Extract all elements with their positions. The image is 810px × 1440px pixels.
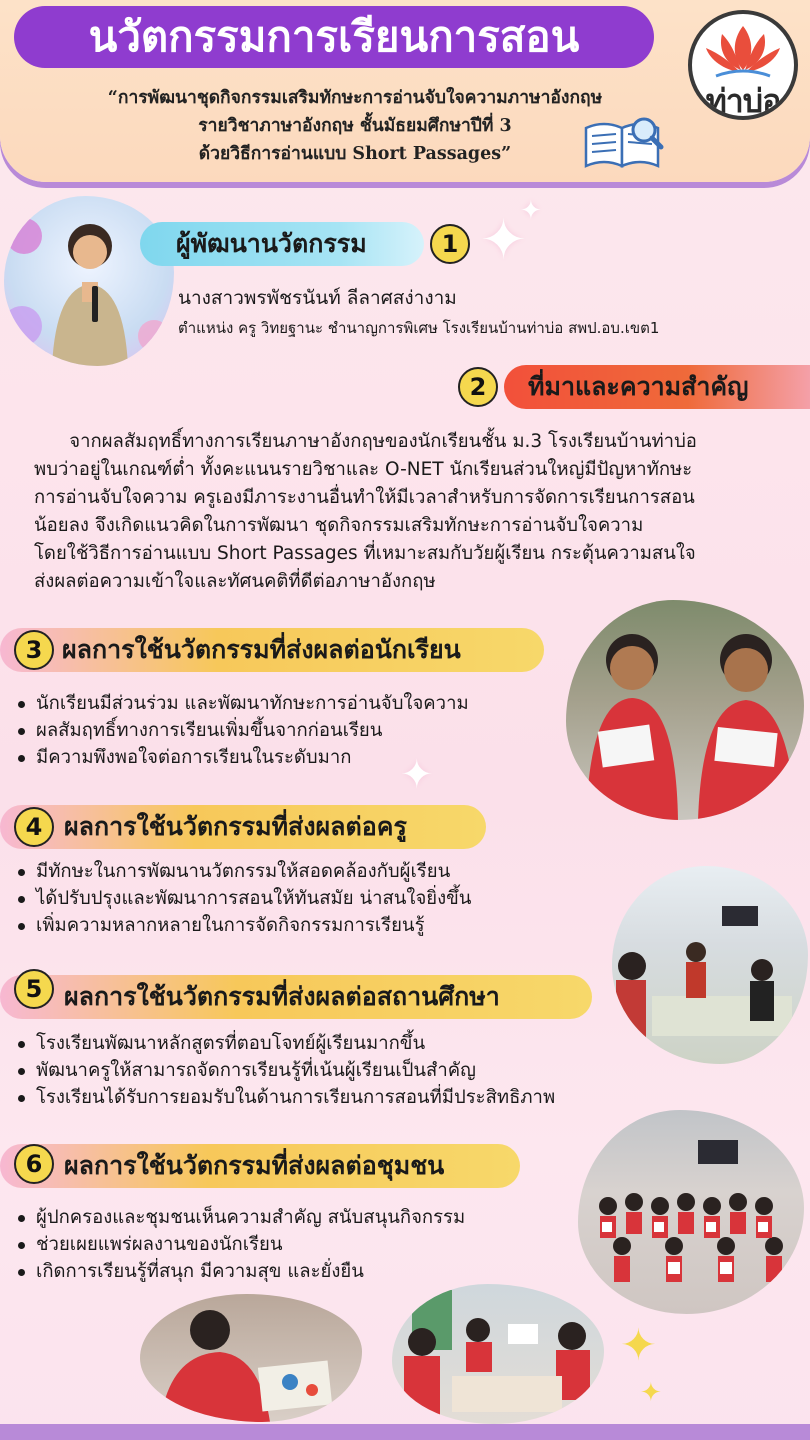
section-2-heading: ที่มาและความสำคัญ <box>504 365 810 409</box>
section-6-heading: ผลการใช้นวัตกรรมที่ส่งผลต่อชุมชน <box>0 1144 520 1188</box>
section-3-heading: ผลการใช้นวัตกรรมที่ส่งผลต่อนักเรียน <box>0 628 544 672</box>
students-reading-photo <box>566 600 804 820</box>
list-item: โรงเรียนพัฒนาหลักสูตรที่ตอบโจทย์ผู้เรียนมากขึ้น <box>16 1030 555 1057</box>
list-item: มีความพึงพอใจต่อการเรียนในระดับมาก <box>16 744 469 771</box>
section-3-list <box>16 690 469 771</box>
section-6-number: 6 <box>14 1144 54 1184</box>
list-item: มีทักษะในการพัฒนานวัตกรรมให้สอดคล้องกับผู้เรียน <box>16 858 471 885</box>
activity-figure <box>140 1294 362 1422</box>
sparkle-icon: ✦ <box>480 208 527 273</box>
students-figure <box>566 600 804 820</box>
section-4-number: 4 <box>14 807 54 847</box>
list-item: ผู้ปกครองและชุมชนเห็นความสำคัญ สนับสนุนกิจกรรม <box>16 1204 465 1231</box>
sparkle-icon: ✦ <box>520 196 542 226</box>
footer-strip <box>0 1424 810 1440</box>
sparkle-icon: ✦ <box>400 752 434 798</box>
paragraph-line: ส่งผลต่อความเข้าใจและทัศนคติที่ดีต่อภาษาอังกฤษ <box>34 571 436 592</box>
sparkle-icon: ✦ <box>640 1378 662 1408</box>
sparkle-icon: ✦ <box>620 1320 657 1371</box>
group-work-figure <box>392 1284 604 1424</box>
logo-text: ท่าบ่อ <box>705 82 781 120</box>
subtitle-line-3: ด้วยวิธีการอ่านแบบ Short Passages” <box>198 144 512 164</box>
teacher-photo <box>4 196 174 366</box>
section-5-list <box>16 1030 555 1111</box>
subtitle-line-1: “การพัฒนาชุดกิจกรรมเสริมทักษะการอ่านจับใจความภาษาอังกฤษ <box>107 88 603 108</box>
section-1-number: 1 <box>430 224 470 264</box>
paragraph-line: โดยใช้วิธีการอ่านแบบ Short Passages ที่เหมาะสมกับวัยผู้เรียน กระตุ้นความสนใจ <box>34 543 696 564</box>
group-photo <box>578 1110 804 1314</box>
paragraph-line: การอ่านจับใจความ ครูเองมีภาระงานอื่นทำให้มีเวลาสำหรับการจัดการเรียนการสอน <box>34 487 695 508</box>
list-item: โรงเรียนได้รับการยอมรับในด้านการเรียนการสอนที่มีประสิทธิภาพ <box>16 1084 555 1111</box>
developer-position: ตำแหน่ง ครู วิทยฐานะ ชำนาญการพิเศษ โรงเรียนบ้านท่าบ่อ สพป.อบ.เขต1 <box>178 319 660 337</box>
section-3-number: 3 <box>14 630 54 670</box>
list-item: นักเรียนมีส่วนร่วม และพัฒนาทักษะการอ่านจับใจความ <box>16 690 469 717</box>
section-5-number: 5 <box>14 969 54 1009</box>
group-figure <box>578 1110 804 1314</box>
students-activity-photo <box>140 1294 362 1422</box>
developer-name: นางสาวพรพัชรนันท์ ลีลาศสง่างาม <box>178 287 457 309</box>
background-paragraph <box>34 428 794 596</box>
students-group-work-photo <box>392 1284 604 1424</box>
paragraph-line: น้อยลง จึงเกิดแนวคิดในการพัฒนา ชุดกิจกรรมเสริมทักษะการอ่านจับใจความ <box>34 515 644 536</box>
section-4-heading: ผลการใช้นวัตกรรมที่ส่งผลต่อครู <box>0 805 486 849</box>
classroom-photo <box>612 866 808 1064</box>
lotus-icon <box>702 18 784 80</box>
list-item: ได้ปรับปรุงและพัฒนาการสอนให้ทันสมัย น่าสนใจยิ่งขึ้น <box>16 885 471 912</box>
section-6-list <box>16 1204 465 1285</box>
section-4-list <box>16 858 471 939</box>
section-2-number: 2 <box>458 367 498 407</box>
book-magnifier-icon <box>582 114 664 170</box>
subtitle-line-2: รายวิชาภาษาอังกฤษ ชั้นมัธยมศึกษาปีที่ 3 <box>198 116 512 136</box>
classroom-figure <box>612 866 808 1064</box>
paragraph-line: จากผลสัมฤทธิ์ทางการเรียนภาษาอังกฤษของนักเรียนชั้น ม.3 โรงเรียนบ้านท่าบ่อ <box>34 431 697 452</box>
list-item: เกิดการเรียนรู้ที่สนุก มีความสุข และยั่งยืน <box>16 1258 465 1285</box>
page-title: นวัตกรรมการเรียนการสอน <box>88 12 580 61</box>
section-5-heading: ผลการใช้นวัตกรรมที่ส่งผลต่อสถานศึกษา <box>0 975 592 1019</box>
teacher-figure <box>4 196 174 366</box>
section-1-heading: ผู้พัฒนานวัตกรรม <box>140 222 424 266</box>
list-item: เพิ่มความหลากหลายในการจัดกิจกรรมการเรียนรู้ <box>16 912 471 939</box>
list-item: ช่วยเผยแพร่ผลงานของนักเรียน <box>16 1231 465 1258</box>
list-item: พัฒนาครูให้สามารถจัดการเรียนรู้ที่เน้นผู้เรียนเป็นสำคัญ <box>16 1057 555 1084</box>
school-logo <box>688 10 798 120</box>
list-item: ผลสัมฤทธิ์ทางการเรียนเพิ่มขึ้นจากก่อนเรียน <box>16 717 469 744</box>
paragraph-line: พบว่าอยู่ในเกณฑ์ต่ำ ทั้งคะแนนรายวิชาและ O-NET นักเรียนส่วนใหญ่มีปัญหาทักษะ <box>34 459 693 480</box>
